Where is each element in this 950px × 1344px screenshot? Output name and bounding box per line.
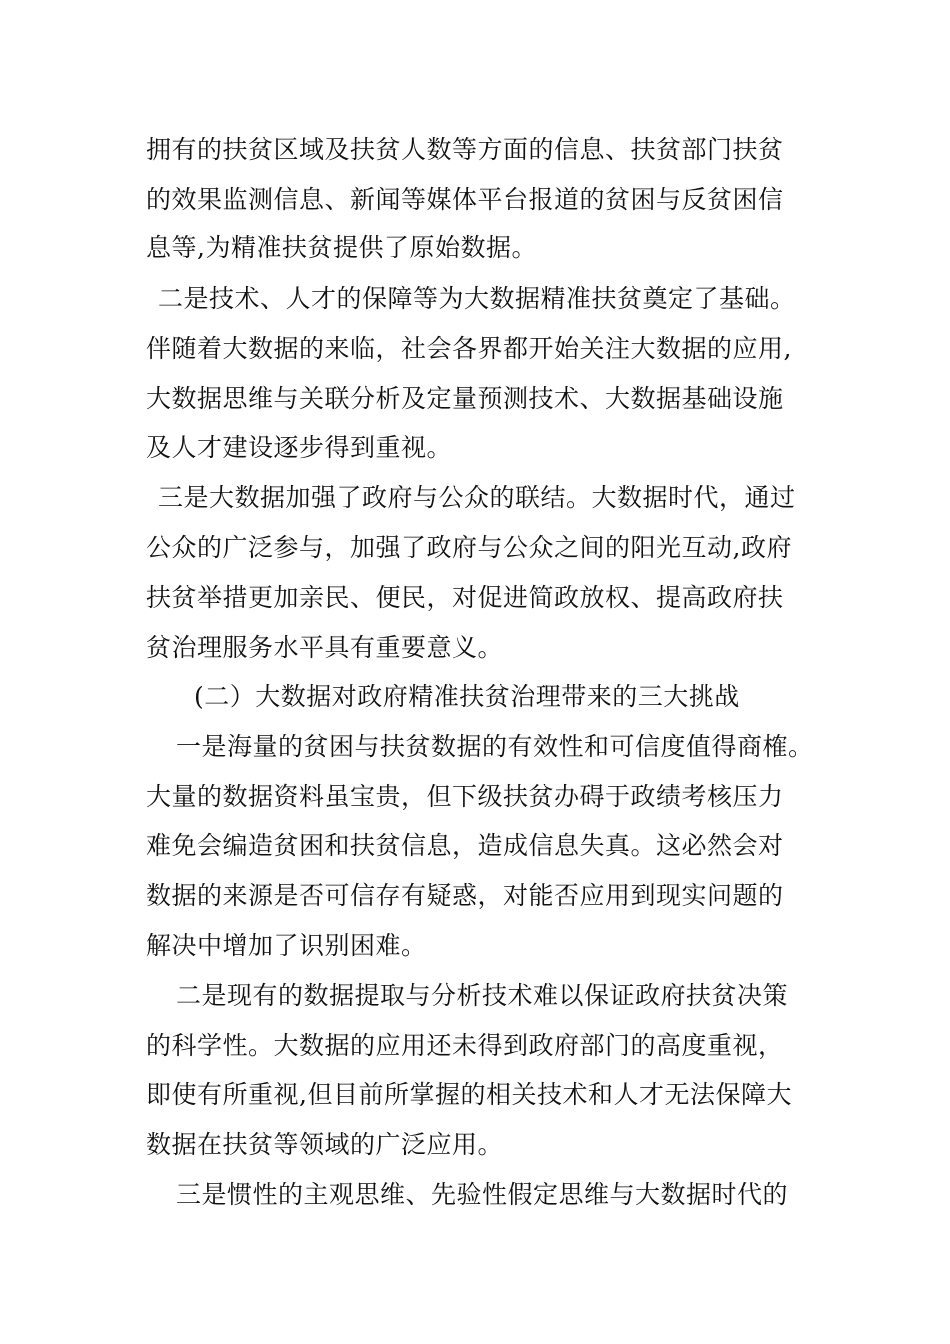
text-line: 息等,为精准扶贫提供了原始数据。 xyxy=(146,233,537,262)
text-line: 三是大数据加强了政府与公众的联结。大数据时代，通过 xyxy=(158,483,796,512)
text-line: 解决中增加了识别困难。 xyxy=(146,931,427,960)
text-line: 伴随着大数据的来临，社会各界都开始关注大数据的应用, xyxy=(146,334,792,363)
text-line: 及人才建设逐步得到重视。 xyxy=(146,433,453,462)
text-line: 公众的广泛参与，加强了政府与公众之间的阳光互动,政府 xyxy=(146,533,792,562)
text-line: 二是技术、人才的保障等为大数据精准扶贫奠定了基础。 xyxy=(158,284,796,313)
text-line: 即使有所重视,但目前所掌握的相关技术和人才无法保障大 xyxy=(146,1080,792,1109)
text-line: 的科学性。大数据的应用还未得到政府部门的高度重视， xyxy=(146,1031,784,1060)
text-line: 拥有的扶贫区域及扶贫人数等方面的信息、扶贫部门扶贫 xyxy=(146,135,784,164)
text-line: 数据的来源是否可信存有疑惑，对能否应用到现实问题的 xyxy=(146,881,784,910)
text-line: 贫治理服务水平具有重要意义。 xyxy=(146,633,504,662)
text-line: 大数据思维与关联分析及定量预测技术、大数据基础设施 xyxy=(146,384,784,413)
text-line: 二是现有的数据提取与分析技术难以保证政府扶贫决策 xyxy=(176,981,789,1010)
text-line: 的效果监测信息、新闻等媒体平台报道的贫困与反贫困信 xyxy=(146,185,784,214)
text-line: 三是惯性的主观思维、先验性假定思维与大数据时代的 xyxy=(176,1180,789,1209)
text-line: 大量的数据资料虽宝贵，但下级扶贫办碍于政绩考核压力 xyxy=(146,782,784,811)
text-line: 数据在扶贫等领域的广泛应用。 xyxy=(146,1130,504,1159)
text-line: 扶贫举措更加亲民、便民，对促进简政放权、提高政府扶 xyxy=(146,583,784,612)
text-line: 难免会编造贫困和扶贫信息，造成信息失真。这必然会对 xyxy=(146,831,784,860)
section-heading: (二）大数据对政府精准扶贫治理带来的三大挑战 xyxy=(194,682,740,711)
text-line: 一是海量的贫困与扶贫数据的有效性和可信度值得商榷。 xyxy=(176,732,814,761)
